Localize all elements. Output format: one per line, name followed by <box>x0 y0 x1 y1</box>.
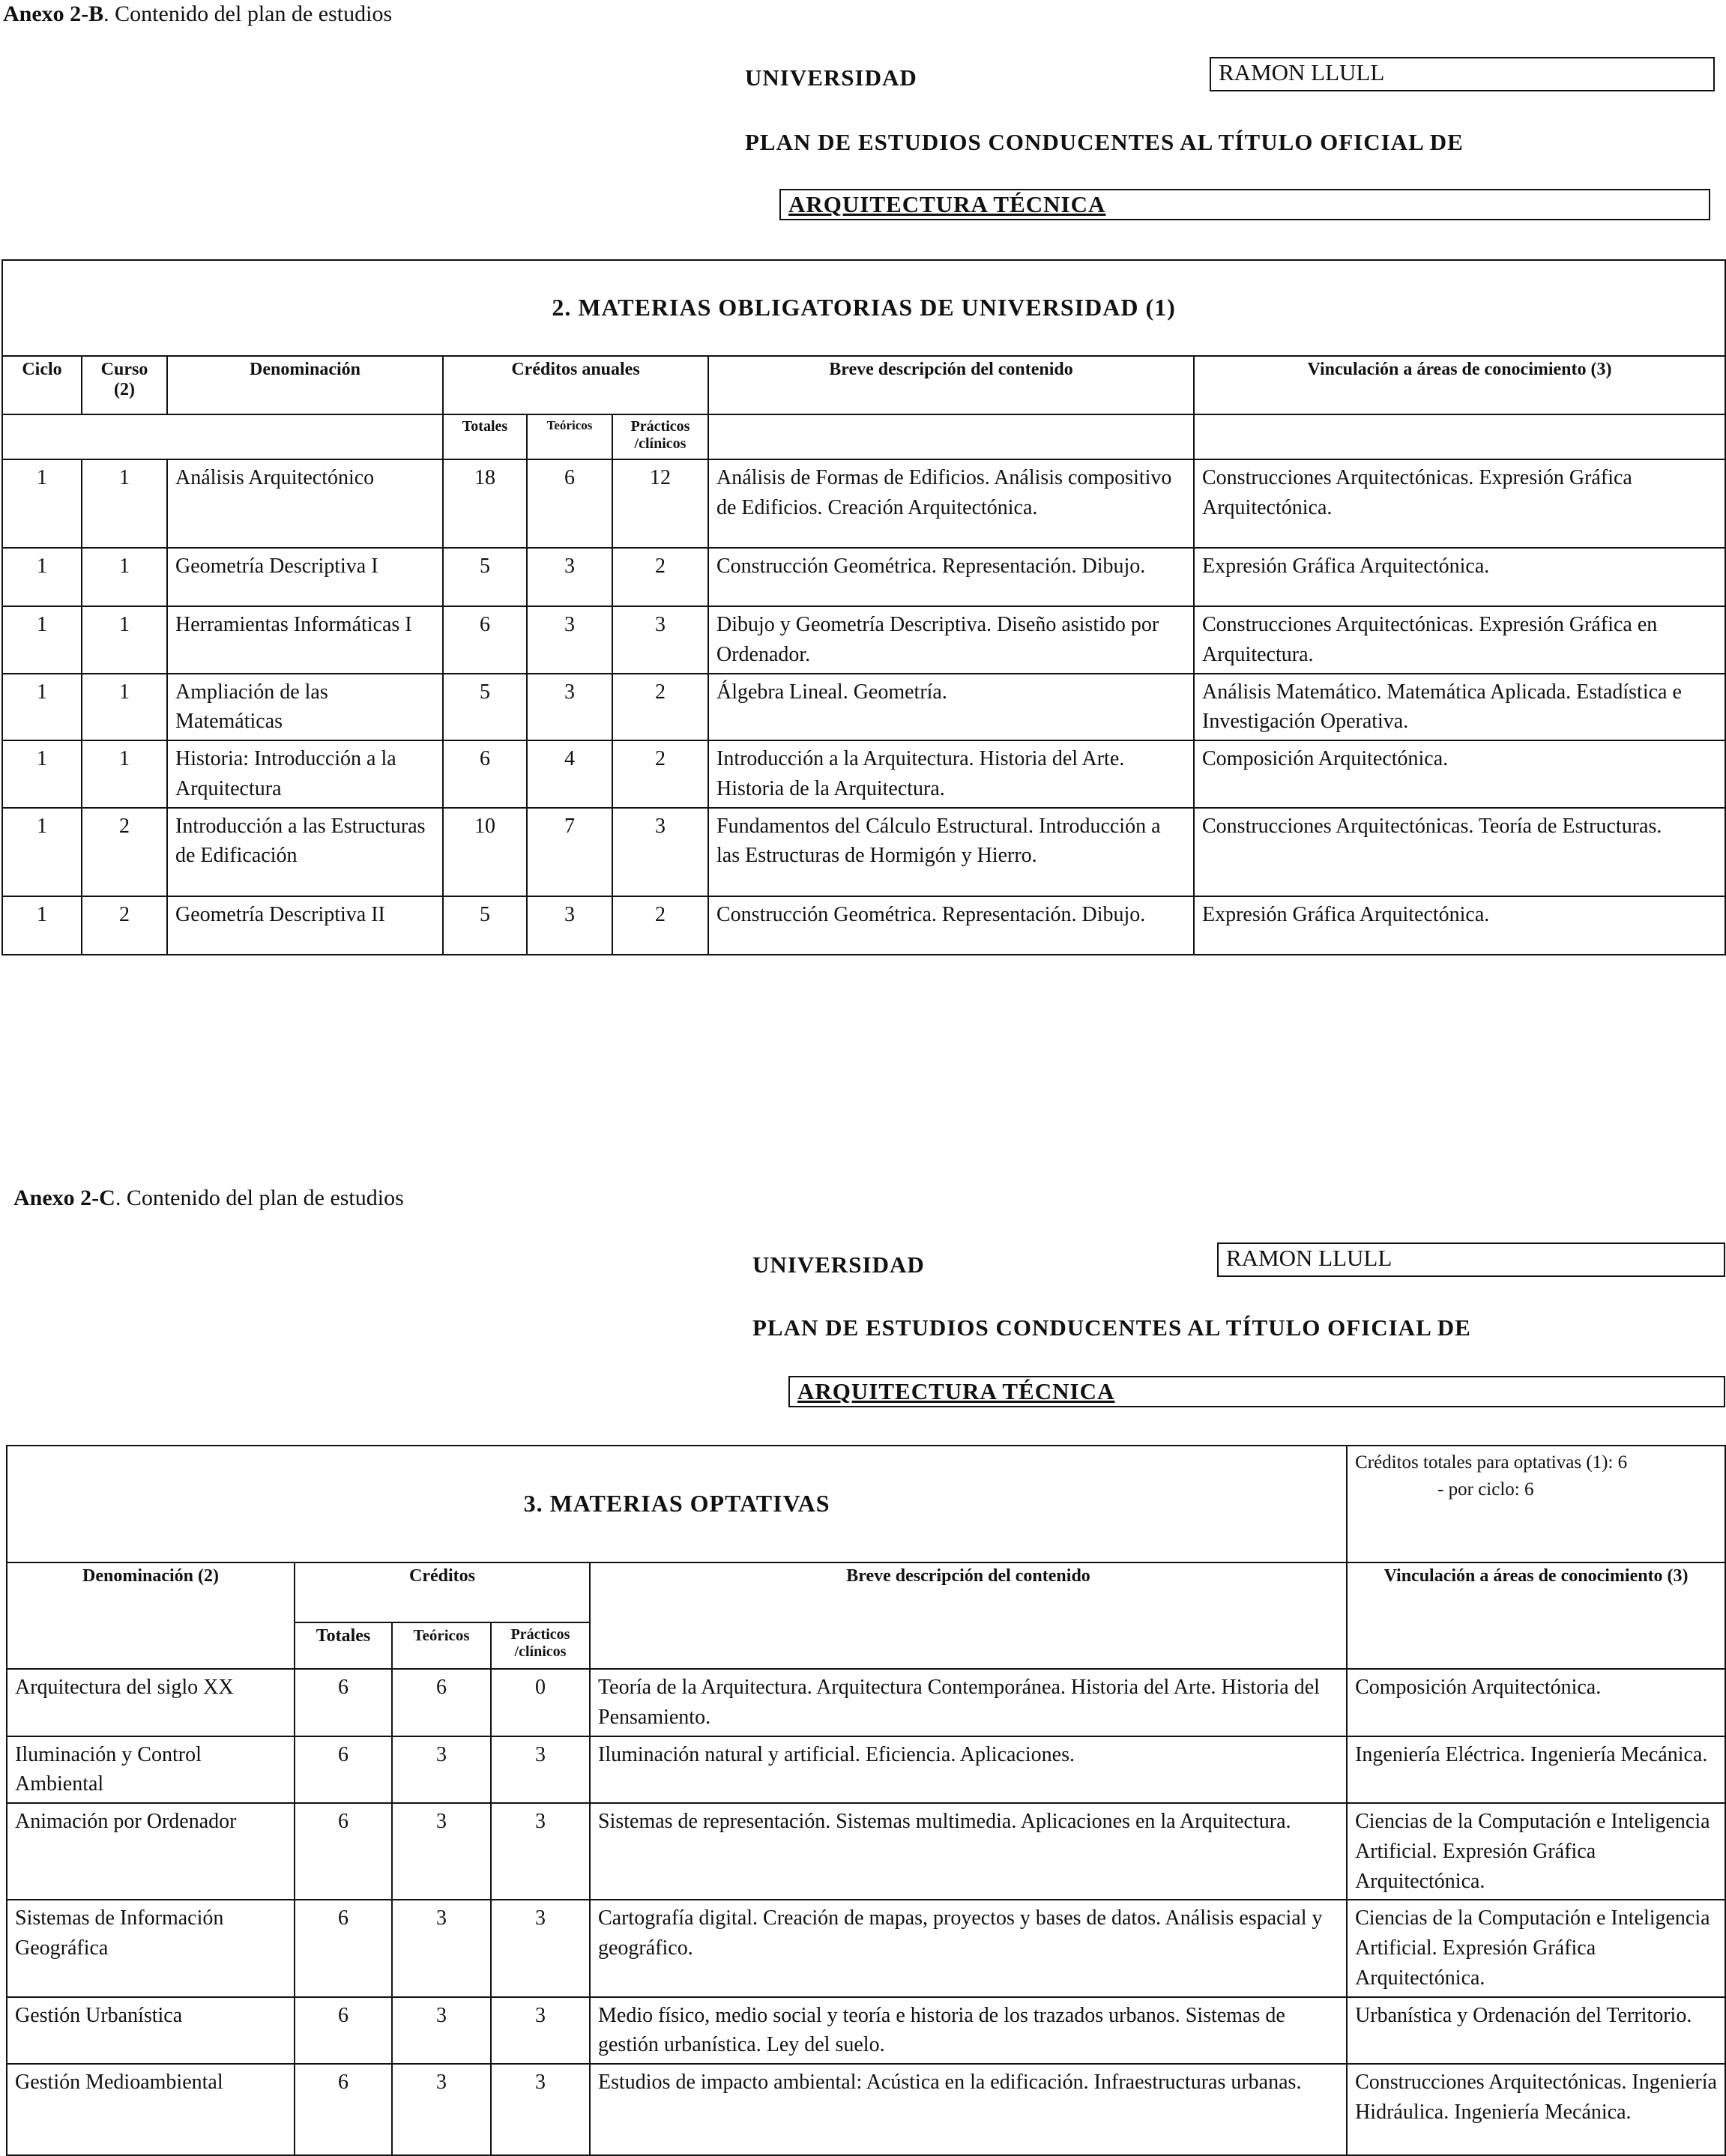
cell-descripcion: Sistemas de representación. Sistemas multimedia. Aplicaciones en la Arquitectura. <box>590 1803 1347 1900</box>
header-creditos: Créditos anuales <box>443 356 708 414</box>
cell-teoricos: 6 <box>527 459 612 548</box>
cell-practicos: 2 <box>612 548 708 606</box>
cell-denominacion: Historia: Introducción a la Arquitectura <box>167 740 443 808</box>
cell-teoricos: 3 <box>527 896 612 955</box>
cell-practicos: 3 <box>612 808 708 896</box>
cell-teoricos: 3 <box>392 1900 491 1996</box>
cell-teoricos: 3 <box>392 1736 491 1804</box>
header-totales: Totales <box>295 1622 392 1669</box>
cell-practicos: 2 <box>612 740 708 808</box>
table-row <box>2 548 1725 606</box>
cell-vinculacion: Ciencias de la Computación e Inteligencia Artificial. Expresión Gráfica Arquitectónica. <box>1347 1803 1725 1900</box>
cell-vinculacion: Ingeniería Eléctrica. Ingeniería Mecánica. <box>1347 1736 1725 1804</box>
cell-descripcion: Álgebra Lineal. Geometría. <box>708 674 1194 741</box>
cell-vinculacion: Expresión Gráfica Arquitectónica. <box>1194 896 1725 955</box>
cell-teoricos: 3 <box>392 1803 491 1900</box>
cell-curso: 1 <box>82 674 167 741</box>
annex-b-section-title: 2. MATERIAS OBLIGATORIAS DE UNIVERSIDAD (1) <box>2 260 1725 356</box>
cell-teoricos: 3 <box>392 2064 491 2155</box>
cell-totales: 18 <box>443 459 527 548</box>
annex-c-label: Anexo 2-C <box>13 1186 115 1210</box>
table-row <box>2 606 1725 674</box>
annex-b-label-rest: . Contenido del plan de estudios <box>103 1 393 26</box>
table-row <box>7 2064 1725 2155</box>
cell-teoricos: 3 <box>527 548 612 606</box>
cell-teoricos: 3 <box>527 606 612 674</box>
cell-denominacion: Iluminación y Control Ambiental <box>7 1736 295 1804</box>
cell-vinculacion: Composición Arquitectónica. <box>1347 1669 1725 1736</box>
optativas-note-line2: - por ciclo: 6 <box>1437 1479 1534 1500</box>
cell-denominacion: Gestión Urbanística <box>7 1997 295 2065</box>
cell-ciclo: 1 <box>2 606 82 674</box>
cell-curso: 2 <box>82 808 167 896</box>
cell-vinculacion: Construcciones Arquitectónicas. Teoría de Estructuras. <box>1194 808 1725 896</box>
cell-practicos: 12 <box>612 459 708 548</box>
cell-descripcion: Construcción Geométrica. Representación. Dibujo. <box>708 896 1194 955</box>
cell-denominacion: Sistemas de Información Geográfica <box>7 1900 295 1996</box>
header-practicos: Prácticos /clínicos <box>612 414 708 459</box>
optativas-note-line1: Créditos totales para optativas (1): 6 <box>1355 1452 1628 1473</box>
cell-vinculacion: Composición Arquitectónica. <box>1194 740 1725 808</box>
cell-denominacion: Geometría Descriptiva II <box>167 896 443 955</box>
cell-totales: 5 <box>443 674 527 741</box>
cell-totales: 5 <box>443 896 527 955</box>
header-denominacion: Denominación <box>167 356 443 414</box>
cell-teoricos: 7 <box>527 808 612 896</box>
cell-denominacion: Herramientas Informáticas I <box>167 606 443 674</box>
table-row <box>7 1736 1725 1804</box>
cell-practicos: 3 <box>491 1803 590 1900</box>
annex-c-plan-title: PLAN DE ESTUDIOS CONDUCENTES AL TÍTULO OFICIAL DE <box>752 1314 1471 1341</box>
cell-descripcion: Introducción a la Arquitectura. Historia del Arte. Historia de la Arquitectura. <box>708 740 1194 808</box>
cell-denominacion: Análisis Arquitectónico <box>167 459 443 548</box>
cell-teoricos: 4 <box>527 740 612 808</box>
annex-c-titulo-box: ARQUITECTURA TÉCNICA <box>788 1376 1725 1407</box>
cell-descripcion: Teoría de la Arquitectura. Arquitectura Contemporánea. Historia del Arte. Historia del Pensamiento. <box>590 1669 1347 1736</box>
cell-vinculacion: Expresión Gráfica Arquitectónica. <box>1194 548 1725 606</box>
cell-curso: 2 <box>82 896 167 955</box>
cell-denominacion: Ampliación de las Matemáticas <box>167 674 443 741</box>
cell-totales: 6 <box>443 740 527 808</box>
cell-denominacion: Animación por Ordenador <box>7 1803 295 1900</box>
annex-b-heading <box>3 1 392 27</box>
table-row <box>2 808 1725 896</box>
cell-descripcion: Medio físico, medio social y teoría e historia de los trazados urbanos. Sistemas de gestión urbanística. Ley del suelo. <box>590 1997 1347 2065</box>
header-totales: Totales <box>443 414 527 459</box>
header-vinculacion: Vinculación a áreas de conocimiento (3) <box>1194 356 1725 414</box>
annex-c-universidad-label: UNIVERSIDAD <box>752 1251 925 1278</box>
header-blank <box>2 414 443 459</box>
annex-b-universidad-box: RAMON LLULL <box>1210 57 1715 91</box>
table-row <box>2 896 1725 955</box>
table-row <box>2 674 1725 741</box>
annex-c-section-title: 3. MATERIAS OPTATIVAS <box>7 1446 1347 1562</box>
cell-curso: 1 <box>82 548 167 606</box>
optativas-note <box>1347 1446 1725 1562</box>
cell-curso: 1 <box>82 606 167 674</box>
cell-vinculacion: Urbanística y Ordenación del Territorio. <box>1347 1997 1725 2065</box>
cell-vinculacion: Construcciones Arquitectónicas. Expresión Gráfica en Arquitectura. <box>1194 606 1725 674</box>
table-row <box>2 740 1725 808</box>
cell-vinculacion: Construcciones Arquitectónicas. Expresión Gráfica Arquitectónica. <box>1194 459 1725 548</box>
cell-practicos: 2 <box>612 896 708 955</box>
cell-totales: 6 <box>295 1669 392 1736</box>
cell-denominacion: Gestión Medioambiental <box>7 2064 295 2155</box>
cell-denominacion: Introducción a las Estructuras de Edificación <box>167 808 443 896</box>
cell-descripcion: Dibujo y Geometría Descriptiva. Diseño asistido por Ordenador. <box>708 606 1194 674</box>
annex-b-titulo-box: ARQUITECTURA TÉCNICA <box>779 189 1710 220</box>
cell-ciclo: 1 <box>2 459 82 548</box>
header-blank-desc <box>708 414 1194 459</box>
cell-vinculacion: Ciencias de la Computación e Inteligencia Artificial. Expresión Gráfica Arquitectónica. <box>1347 1900 1725 1996</box>
cell-descripcion: Fundamentos del Cálculo Estructural. Introducción a las Estructuras de Hormigón y Hierro. <box>708 808 1194 896</box>
cell-totales: 6 <box>295 1736 392 1804</box>
annex-c-heading <box>13 1186 404 1211</box>
cell-curso: 1 <box>82 459 167 548</box>
table-row <box>7 1997 1725 2065</box>
header-vinculacion: Vinculación a áreas de conocimiento (3) <box>1347 1562 1725 1669</box>
annex-c-universidad-box: RAMON LLULL <box>1217 1242 1725 1277</box>
table-row <box>7 1669 1725 1736</box>
cell-descripcion: Estudios de impacto ambiental: Acústica en la edificación. Infraestructuras urbanas. <box>590 2064 1347 2155</box>
cell-totales: 6 <box>295 2064 392 2155</box>
header-teoricos: Teóricos <box>527 414 612 459</box>
cell-totales: 6 <box>295 1997 392 2065</box>
cell-teoricos: 6 <box>392 1669 491 1736</box>
cell-ciclo: 1 <box>2 740 82 808</box>
cell-totales: 6 <box>443 606 527 674</box>
annex-c-label-rest: . Contenido del plan de estudios <box>115 1186 404 1210</box>
header-descripcion: Breve descripción del contenido <box>590 1562 1347 1669</box>
table-row <box>7 1803 1725 1900</box>
cell-practicos: 3 <box>491 1736 590 1804</box>
annex-b-table <box>1 259 1726 955</box>
cell-practicos: 3 <box>612 606 708 674</box>
cell-teoricos: 3 <box>527 674 612 741</box>
header-practicos: Prácticos /clínicos <box>491 1622 590 1669</box>
cell-practicos: 3 <box>491 2064 590 2155</box>
cell-practicos: 2 <box>612 674 708 741</box>
cell-denominacion: Geometría Descriptiva I <box>167 548 443 606</box>
cell-vinculacion: Construcciones Arquitectónicas. Ingeniería Hidráulica. Ingeniería Mecánica. <box>1347 2064 1725 2155</box>
cell-descripcion: Iluminación natural y artificial. Eficiencia. Aplicaciones. <box>590 1736 1347 1804</box>
header-curso: Curso (2) <box>82 356 167 414</box>
annex-c-table <box>6 1445 1726 2156</box>
table-row <box>7 1900 1725 1996</box>
header-descripcion: Breve descripción del contenido <box>708 356 1194 414</box>
cell-totales: 6 <box>295 1900 392 1996</box>
cell-descripcion: Construcción Geométrica. Representación. Dibujo. <box>708 548 1194 606</box>
cell-ciclo: 1 <box>2 548 82 606</box>
header-blank-vinc <box>1194 414 1725 459</box>
header-creditos: Créditos <box>295 1562 590 1622</box>
annex-b-label: Anexo 2-B <box>3 1 104 26</box>
cell-ciclo: 1 <box>2 808 82 896</box>
header-teoricos: Teóricos <box>392 1622 491 1669</box>
annex-b-universidad-label: UNIVERSIDAD <box>745 64 917 91</box>
cell-totales: 5 <box>443 548 527 606</box>
cell-teoricos: 3 <box>392 1997 491 2065</box>
cell-practicos: 0 <box>491 1669 590 1736</box>
cell-descripcion: Cartografía digital. Creación de mapas, proyectos y bases de datos. Análisis espacial y geográfico. <box>590 1900 1347 1996</box>
cell-totales: 6 <box>295 1803 392 1900</box>
cell-practicos: 3 <box>491 1997 590 2065</box>
cell-ciclo: 1 <box>2 674 82 741</box>
cell-totales: 10 <box>443 808 527 896</box>
cell-curso: 1 <box>82 740 167 808</box>
cell-ciclo: 1 <box>2 896 82 955</box>
annex-b-plan-title: PLAN DE ESTUDIOS CONDUCENTES AL TÍTULO OFICIAL DE <box>745 129 1464 155</box>
cell-descripcion: Análisis de Formas de Edificios. Análisis compositivo de Edificios. Creación Arquitectónica. <box>708 459 1194 548</box>
cell-denominacion: Arquitectura del siglo XX <box>7 1669 295 1736</box>
cell-practicos: 3 <box>491 1900 590 1996</box>
table-row <box>2 459 1725 548</box>
header-ciclo: Ciclo <box>2 356 82 414</box>
cell-vinculacion: Análisis Matemático. Matemática Aplicada. Estadística e Investigación Operativa. <box>1194 674 1725 741</box>
header-denominacion: Denominación (2) <box>7 1562 295 1669</box>
